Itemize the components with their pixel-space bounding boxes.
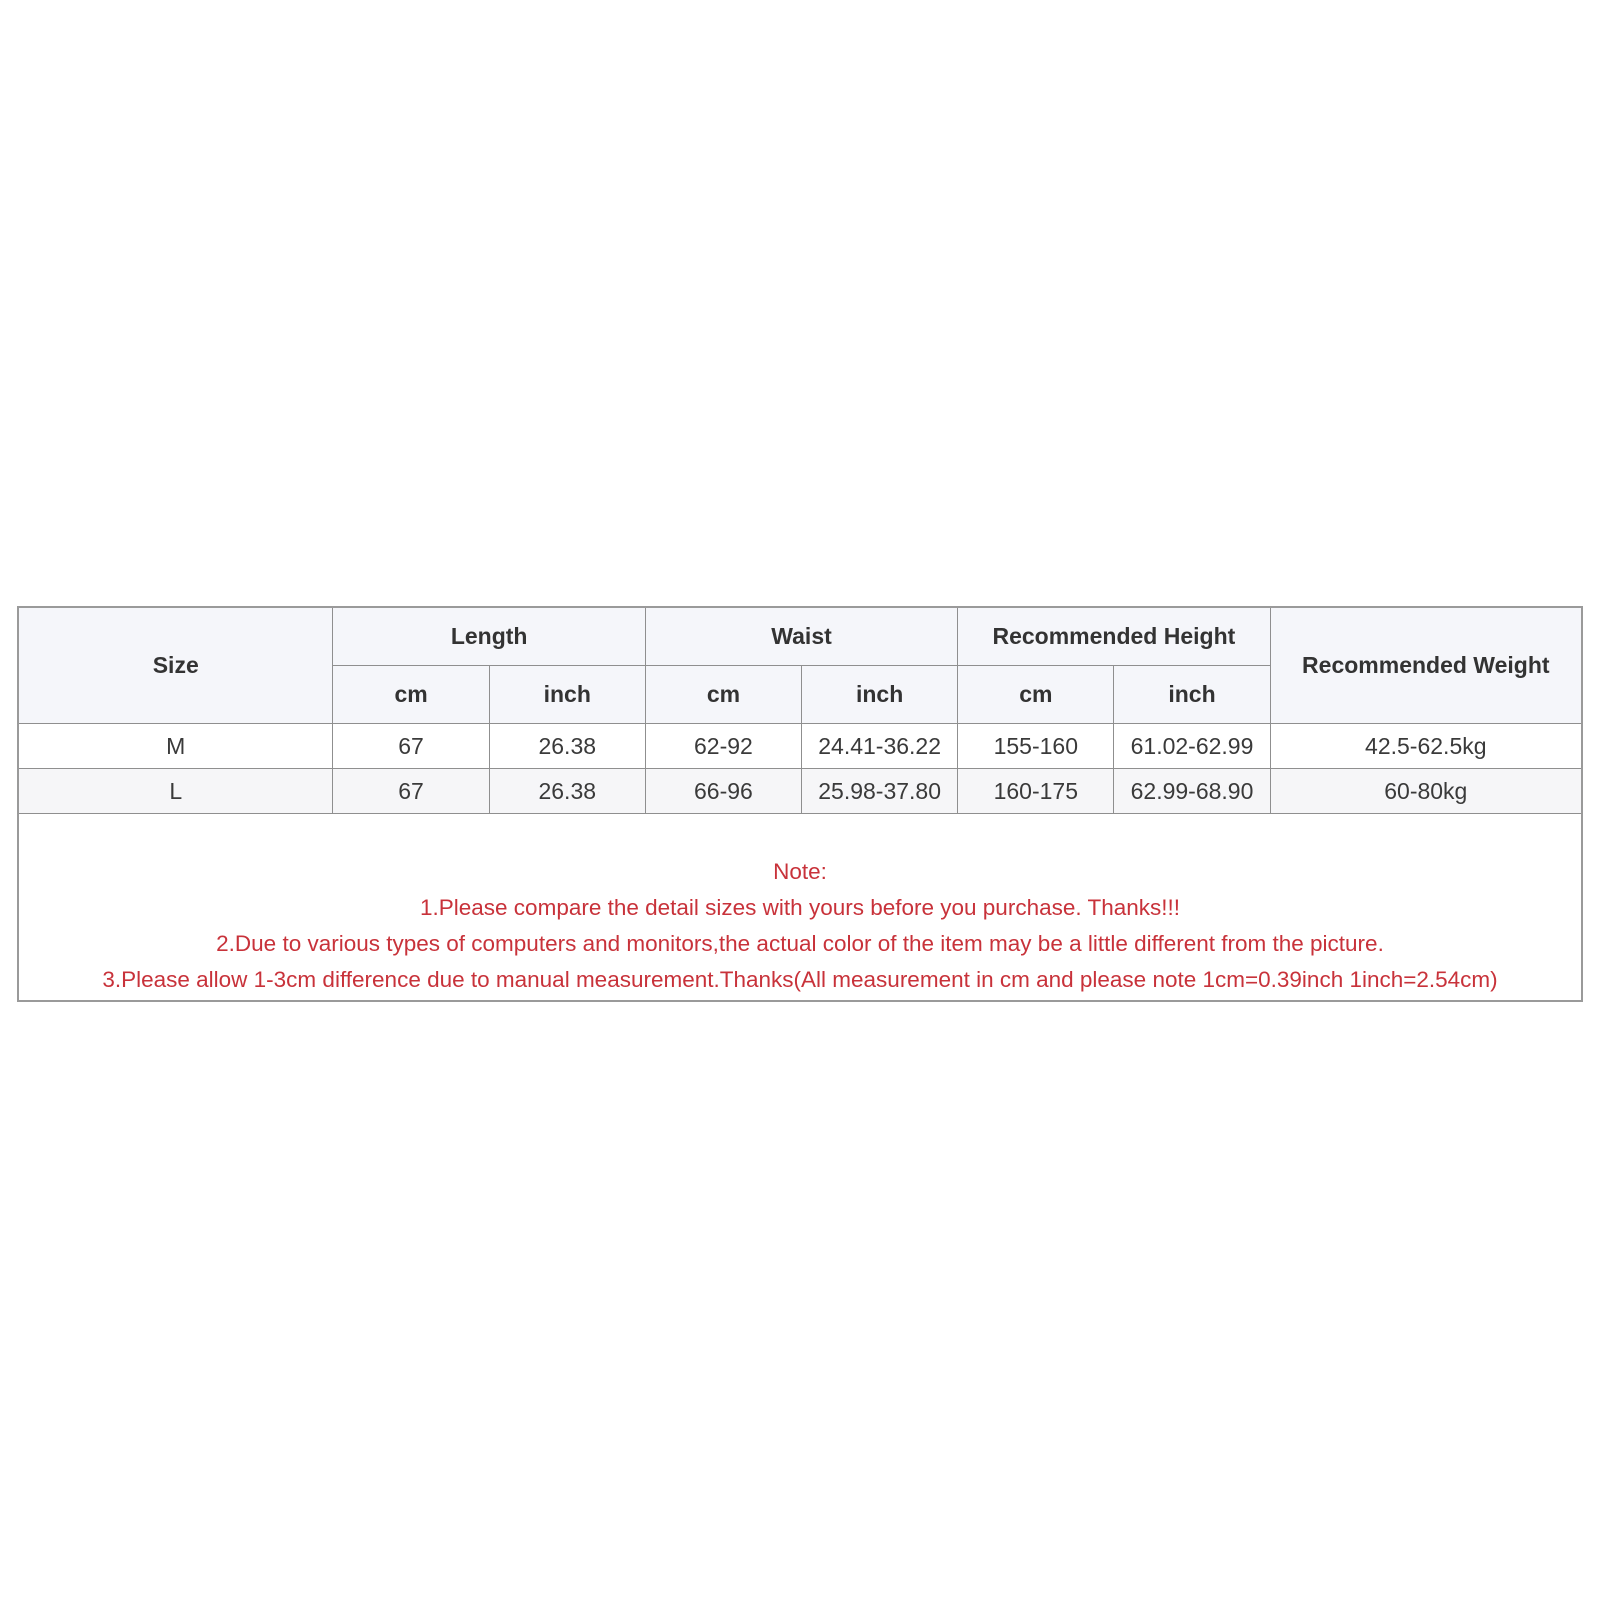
length-cm-header: cm xyxy=(333,666,489,724)
height-inch-cell: 61.02-62.99 xyxy=(1114,724,1270,769)
note-line-2: 2.Due to various types of computers and monitors,the actual color of the item may be a little different from the picture. xyxy=(216,931,1384,956)
header-row-primary xyxy=(19,608,1581,666)
length-inch-cell: 26.38 xyxy=(489,769,645,814)
weight-cell: 60-80kg xyxy=(1270,769,1581,814)
waist-inch-cell: 24.41-36.22 xyxy=(802,724,958,769)
note-line-3: 3.Please allow 1-3cm difference due to manual measurement.Thanks(All measurement in cm and please note 1cm=0.39inch 1inch=2.54cm) xyxy=(102,967,1498,992)
note-line-1: 1.Please compare the detail sizes with yours before you purchase. Thanks!!! xyxy=(420,895,1180,920)
recommended-weight-header: Recommended Weight xyxy=(1270,608,1581,724)
height-cm-header: cm xyxy=(958,666,1114,724)
height-inch-header: inch xyxy=(1114,666,1270,724)
table-row xyxy=(19,769,1581,814)
length-cm-cell: 67 xyxy=(333,724,489,769)
note-title: Note: xyxy=(773,859,827,884)
waist-cm-cell: 66-96 xyxy=(645,769,801,814)
waist-cm-cell: 62-92 xyxy=(645,724,801,769)
notes-section xyxy=(19,813,1581,1000)
waist-cm-header: cm xyxy=(645,666,801,724)
weight-cell: 42.5-62.5kg xyxy=(1270,724,1581,769)
height-cm-cell: 155-160 xyxy=(958,724,1114,769)
size-chart xyxy=(17,606,1583,1002)
waist-header: Waist xyxy=(645,608,957,666)
length-header: Length xyxy=(333,608,645,666)
recommended-height-header: Recommended Height xyxy=(958,608,1270,666)
waist-inch-header: inch xyxy=(802,666,958,724)
size-header: Size xyxy=(19,608,333,724)
waist-inch-cell: 25.98-37.80 xyxy=(802,769,958,814)
size-cell: L xyxy=(19,769,333,814)
length-inch-header: inch xyxy=(489,666,645,724)
size-cell: M xyxy=(19,724,333,769)
length-cm-cell: 67 xyxy=(333,769,489,814)
height-inch-cell: 62.99-68.90 xyxy=(1114,769,1270,814)
length-inch-cell: 26.38 xyxy=(489,724,645,769)
table-row xyxy=(19,724,1581,769)
size-table xyxy=(19,608,1581,813)
height-cm-cell: 160-175 xyxy=(958,769,1114,814)
